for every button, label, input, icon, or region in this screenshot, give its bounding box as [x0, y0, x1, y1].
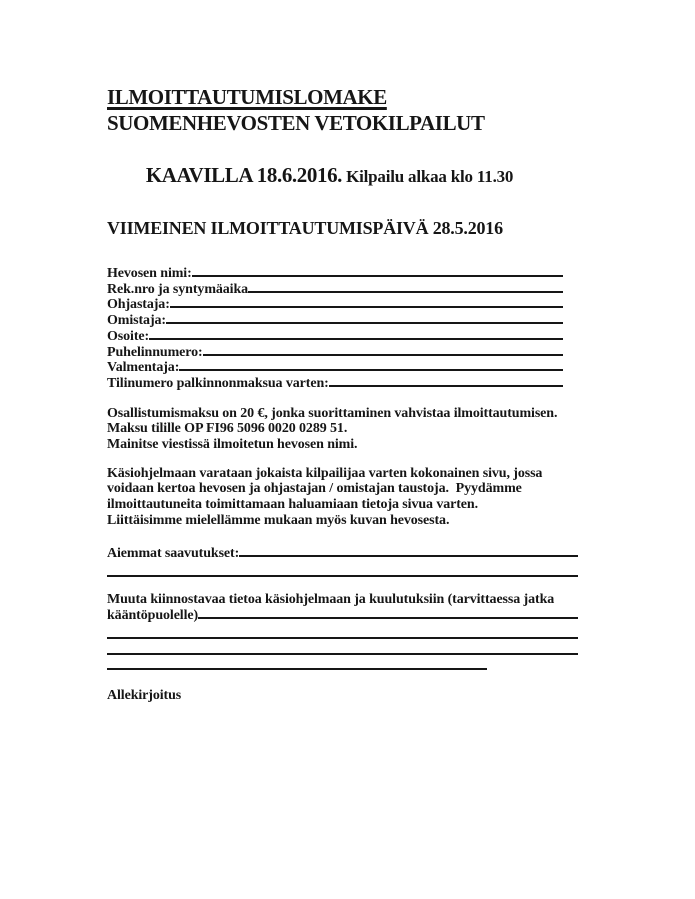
payment-line: Maksu tilille OP FI96 5096 0020 0289 51.	[107, 421, 348, 437]
field-blank-line	[179, 369, 563, 371]
extra-info-intro: Muuta kiinnostavaa tietoa käsiohjelmaan ja kuulutuksiin (tarvittaessa jatka	[107, 591, 555, 607]
program-line: Liittäisimme mielellämme mukaan myös kuvan hevosesta.	[107, 512, 450, 528]
achievements-blank-line	[239, 555, 578, 557]
field-row-trainer	[107, 360, 578, 376]
field-label: Ohjastaja:	[107, 297, 170, 313]
field-label: Hevosen nimi:	[107, 266, 192, 281]
field-label: Valmentaja:	[107, 360, 180, 376]
field-blank-line	[248, 291, 563, 293]
field-row-horse-name	[107, 266, 578, 282]
field-row-reg-number	[107, 282, 578, 298]
field-label: Tilinumero palkinnonmaksua varten:	[107, 375, 329, 391]
form-header	[107, 84, 578, 241]
achievements-section	[107, 546, 578, 577]
field-blank-line	[170, 306, 563, 308]
field-row-phone	[107, 345, 578, 361]
event-subtitle: SUOMENHEVOSTEN VETOKILPAILUT	[107, 111, 485, 135]
signature-section	[107, 688, 578, 704]
extra-info-blank-line	[107, 623, 578, 639]
achievements-blank-line	[107, 561, 578, 577]
field-blank-line	[203, 354, 563, 356]
extra-info-section	[107, 592, 578, 670]
signature-label: Allekirjoitus	[107, 688, 182, 704]
field-label: Rek.nro ja syntymäaika	[107, 281, 249, 297]
form-title: ILMOITTAUTUMISLOMAKE	[107, 85, 387, 109]
field-label: Omistaja:	[107, 313, 166, 329]
field-row-owner	[107, 313, 578, 329]
form-fields	[107, 266, 578, 392]
program-paragraph	[107, 466, 578, 529]
extra-info-blank-line	[107, 639, 578, 655]
field-row-bank-account	[107, 376, 578, 392]
event-date: KAAVILLA 18.6.2016.	[145, 163, 343, 187]
field-blank-line	[149, 338, 563, 340]
extra-info-label: kääntöpuolelle)	[107, 607, 199, 623]
achievements-label: Aiemmat saavutukset:	[107, 545, 240, 561]
field-label: Puhelinnumero:	[107, 344, 203, 360]
program-line: ilmoittautuneita toimittamaan haluamiaan tietoja sivua varten.	[107, 497, 479, 513]
event-date-line	[107, 136, 578, 216]
deadline-line: VIIMEINEN ILMOITTAUTUMISPÄIVÄ 28.5.2016	[107, 218, 503, 238]
payment-line: Mainitse viestissä ilmoitetun hevosen nimi.	[107, 437, 358, 453]
payment-line: Osallistumismaksu on 20 €, jonka suorittaminen vahvistaa ilmoittautumisen.	[107, 405, 558, 421]
event-start-time: Kilpailu alkaa klo 11.30	[342, 167, 514, 186]
program-line: voidaan kertoa hevosen ja ohjastajan / omistajan taustoja. Pyydämme	[107, 481, 522, 497]
field-blank-line	[329, 385, 563, 387]
payment-paragraph	[107, 406, 578, 453]
extra-info-row	[107, 608, 578, 624]
field-blank-line	[166, 322, 563, 324]
field-row-address	[107, 329, 578, 345]
achievements-row	[107, 546, 578, 562]
extra-info-blank-line	[198, 617, 578, 619]
extra-info-blank-line-short	[107, 655, 487, 671]
field-row-driver	[107, 297, 578, 313]
field-label: Osoite:	[107, 328, 150, 344]
program-line: Käsiohjelmaan varataan jokaista kilpailijaa varten kokonainen sivu, jossa	[107, 465, 543, 481]
form-content	[107, 84, 578, 704]
field-blank-line	[192, 275, 563, 277]
